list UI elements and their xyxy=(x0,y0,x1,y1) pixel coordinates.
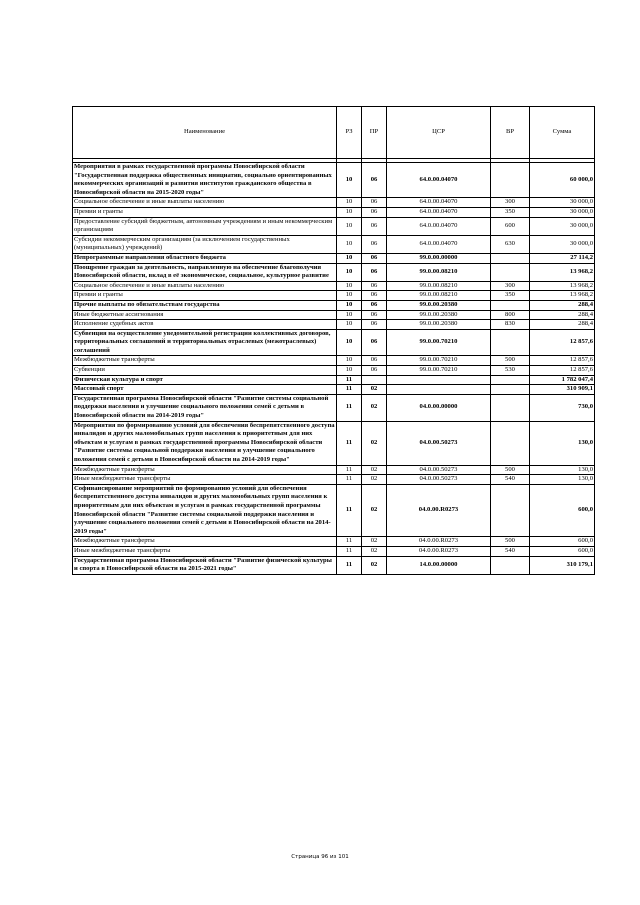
cell-csr: 99.0.00.08210 xyxy=(387,281,491,291)
cell-name: Иные бюджетные ассигнования xyxy=(73,310,337,320)
cell-pr xyxy=(362,375,387,385)
cell-rz: 10 xyxy=(337,356,362,366)
cell-rz: 11 xyxy=(337,375,362,385)
cell-rz: 11 xyxy=(337,546,362,556)
cell-name: Государственная программа Новосибирской области "Развитие системы социальной поддержки населения и улучшение социального положения семей с детьми в Новосибирской области на 2014-2019 годы" xyxy=(73,394,337,421)
cell-name: Мероприятия в рамках государственной программы Новосибирской области "Государственная поддержка общественных инициатив, социально ориентированных некоммерческих организаций и развития институтов гражданского общества в Новосибирской области на 2015-2020 годы" xyxy=(73,163,337,198)
cell-vr: 300 xyxy=(491,198,530,208)
cell-rz: 10 xyxy=(337,235,362,253)
cell-rz: 10 xyxy=(337,198,362,208)
page-number: Страница 96 из 101 xyxy=(291,854,349,860)
cell-sum: 30 000,0 xyxy=(530,198,595,208)
cell-rz: 10 xyxy=(337,207,362,217)
cell-csr: 99.0.00.70210 xyxy=(387,366,491,376)
header-csr: ЦСР xyxy=(387,107,491,159)
cell-sum: 12 857,6 xyxy=(530,366,595,376)
cell-rz: 10 xyxy=(337,366,362,376)
table-row xyxy=(73,217,595,235)
cell-csr: 99.0.00.70210 xyxy=(387,329,491,356)
cell-pr: 06 xyxy=(362,217,387,235)
cell-vr xyxy=(491,253,530,263)
cell-pr: 06 xyxy=(362,235,387,253)
cell-sum: 130,0 xyxy=(530,465,595,475)
cell-name: Мероприятия по формированию условий для обеспечения беспрепятственного доступа инвалидов и других маломобильных групп населения к приоритетным для них объектам и услугам в рамках государственной программы Новосибирской области "Развитие системы социальной поддержки населения и улучшение социального положения семей с детьми в Новосибирской области на 2014-2019 годы" xyxy=(73,421,337,465)
cell-pr: 02 xyxy=(362,475,387,485)
table-row xyxy=(73,235,595,253)
header-rz: РЗ xyxy=(337,107,362,159)
cell-sum: 310 179,1 xyxy=(530,556,595,574)
cell-vr: 350 xyxy=(491,291,530,301)
cell-pr: 06 xyxy=(362,329,387,356)
table-row xyxy=(73,421,595,465)
cell-rz: 11 xyxy=(337,394,362,421)
cell-vr xyxy=(491,375,530,385)
table-row xyxy=(73,465,595,475)
cell-sum: 730,0 xyxy=(530,394,595,421)
cell-name: Субвенция на осуществление уведомительной регистрации коллективных договоров, территориальных соглашений и территориальных отраслевых (межотраслевых) соглашений xyxy=(73,329,337,356)
cell-pr: 02 xyxy=(362,421,387,465)
cell-vr: 500 xyxy=(491,356,530,366)
cell-csr: 99.0.00.70210 xyxy=(387,356,491,366)
cell-name: Межбюджетные трансферты xyxy=(73,356,337,366)
cell-sum: 288,4 xyxy=(530,320,595,330)
cell-rz: 11 xyxy=(337,475,362,485)
cell-sum: 30 000,0 xyxy=(530,207,595,217)
cell-vr: 300 xyxy=(491,281,530,291)
table-row xyxy=(73,263,595,281)
cell-csr: 99.0.00.20380 xyxy=(387,310,491,320)
cell-csr xyxy=(387,385,491,395)
cell-csr: 64.0.00.04070 xyxy=(387,235,491,253)
cell-sum: 600,0 xyxy=(530,484,595,537)
cell-rz: 10 xyxy=(337,300,362,310)
cell-name: Межбюджетные трансферты xyxy=(73,537,337,547)
cell-csr: 99.0.00.20380 xyxy=(387,320,491,330)
cell-pr: 06 xyxy=(362,300,387,310)
cell-pr: 02 xyxy=(362,556,387,574)
cell-rz: 11 xyxy=(337,556,362,574)
cell-name: Физическая культура и спорт xyxy=(73,375,337,385)
table-row xyxy=(73,291,595,301)
cell-name: Прочие выплаты по обязательствам государства xyxy=(73,300,337,310)
table-row xyxy=(73,281,595,291)
cell-vr: 500 xyxy=(491,537,530,547)
cell-rz: 10 xyxy=(337,329,362,356)
cell-rz: 11 xyxy=(337,537,362,547)
cell-pr: 02 xyxy=(362,394,387,421)
cell-vr: 500 xyxy=(491,465,530,475)
cell-rz: 10 xyxy=(337,253,362,263)
cell-name: Премии и гранты xyxy=(73,291,337,301)
cell-rz: 10 xyxy=(337,291,362,301)
cell-rz: 10 xyxy=(337,281,362,291)
cell-csr: 04.0.00.50273 xyxy=(387,475,491,485)
cell-vr: 540 xyxy=(491,475,530,485)
cell-name: Субвенции xyxy=(73,366,337,376)
cell-vr xyxy=(491,300,530,310)
cell-name: Исполнение судебных актов xyxy=(73,320,337,330)
cell-sum: 30 000,0 xyxy=(530,235,595,253)
cell-sum: 600,0 xyxy=(530,537,595,547)
cell-name: Межбюджетные трансферты xyxy=(73,465,337,475)
cell-sum: 30 000,0 xyxy=(530,217,595,235)
cell-vr: 540 xyxy=(491,546,530,556)
cell-sum: 288,4 xyxy=(530,310,595,320)
cell-csr: 04.0.00.R0273 xyxy=(387,546,491,556)
cell-pr: 06 xyxy=(362,291,387,301)
cell-name: Поощрение граждан за деятельность, направленную на обеспечение благополучия Новосибирской области, вклад в её экономическое, социальное, культурное развитие xyxy=(73,263,337,281)
cell-pr: 02 xyxy=(362,385,387,395)
table-row xyxy=(73,475,595,485)
cell-vr xyxy=(491,556,530,574)
cell-sum: 130,0 xyxy=(530,421,595,465)
cell-pr: 06 xyxy=(362,281,387,291)
cell-sum: 600,0 xyxy=(530,546,595,556)
cell-name: Иные межбюджетные трансферты xyxy=(73,546,337,556)
cell-name: Массовый спорт xyxy=(73,385,337,395)
cell-csr: 04.0.00.50273 xyxy=(387,465,491,475)
cell-csr: 99.0.00.20380 xyxy=(387,300,491,310)
table-row xyxy=(73,385,595,395)
cell-sum: 130,0 xyxy=(530,475,595,485)
cell-pr: 06 xyxy=(362,207,387,217)
cell-csr: 14.0.00.00000 xyxy=(387,556,491,574)
cell-sum: 60 000,0 xyxy=(530,163,595,198)
cell-sum: 27 114,2 xyxy=(530,253,595,263)
header-name: Наименование xyxy=(73,107,337,159)
cell-pr: 06 xyxy=(362,356,387,366)
cell-pr: 02 xyxy=(362,537,387,547)
cell-csr: 99.0.00.00000 xyxy=(387,253,491,263)
cell-sum: 12 857,6 xyxy=(530,329,595,356)
cell-csr: 04.0.00.R0273 xyxy=(387,537,491,547)
cell-vr: 800 xyxy=(491,310,530,320)
cell-vr xyxy=(491,484,530,537)
table-row xyxy=(73,329,595,356)
cell-pr: 02 xyxy=(362,546,387,556)
cell-name: Иные межбюджетные трансферты xyxy=(73,475,337,485)
cell-rz: 10 xyxy=(337,320,362,330)
cell-sum: 1 782 047,4 xyxy=(530,375,595,385)
cell-sum: 13 968,2 xyxy=(530,263,595,281)
table-row xyxy=(73,300,595,310)
table-row xyxy=(73,253,595,263)
cell-rz: 11 xyxy=(337,465,362,475)
cell-rz: 10 xyxy=(337,163,362,198)
cell-csr: 64.0.00.04070 xyxy=(387,163,491,198)
cell-pr: 06 xyxy=(362,163,387,198)
cell-name: Софинансирование мероприятий по формированию условий для обеспечения беспрепятственного доступа инвалидов и других маломобильных групп населения к приоритетным для них объектам и услугам в рамках государственной программы Новосибирской области "Развитие системы социальной поддержки населения и улучшение социального положения семей с детьми в Новосибирской области на 2014-2019 годы" xyxy=(73,484,337,537)
cell-pr: 06 xyxy=(362,310,387,320)
cell-sum: 288,4 xyxy=(530,300,595,310)
cell-rz: 10 xyxy=(337,263,362,281)
cell-csr: 04.0.00.R0273 xyxy=(387,484,491,537)
table-row xyxy=(73,207,595,217)
cell-name: Государственная программа Новосибирской области "Развитие физической культуры и спорта в Новосибирской области на 2015-2021 годы" xyxy=(73,556,337,574)
table-row xyxy=(73,546,595,556)
cell-sum: 310 909,1 xyxy=(530,385,595,395)
cell-vr xyxy=(491,263,530,281)
cell-name: Непрограммные направления областного бюджета xyxy=(73,253,337,263)
cell-vr xyxy=(491,421,530,465)
table-row xyxy=(73,198,595,208)
cell-pr: 06 xyxy=(362,253,387,263)
cell-csr: 04.0.00.00000 xyxy=(387,394,491,421)
cell-vr: 350 xyxy=(491,207,530,217)
cell-rz: 10 xyxy=(337,217,362,235)
cell-pr: 02 xyxy=(362,465,387,475)
table-row xyxy=(73,537,595,547)
cell-name: Предоставление субсидий бюджетным, автономным учреждениям и иным некоммерческим организациям xyxy=(73,217,337,235)
cell-csr xyxy=(387,375,491,385)
cell-csr: 99.0.00.08210 xyxy=(387,263,491,281)
cell-rz: 11 xyxy=(337,421,362,465)
table-row xyxy=(73,366,595,376)
cell-vr xyxy=(491,163,530,198)
cell-name: Субсидии некоммерческим организациям (за исключением государственных (муниципальных) учреждений) xyxy=(73,235,337,253)
table-row xyxy=(73,356,595,366)
budget-table xyxy=(72,106,595,575)
cell-rz: 10 xyxy=(337,310,362,320)
cell-name: Социальное обеспечение и иные выплаты населению xyxy=(73,198,337,208)
cell-sum: 13 968,2 xyxy=(530,281,595,291)
cell-rz: 11 xyxy=(337,385,362,395)
cell-vr: 530 xyxy=(491,366,530,376)
header-pr: ПР xyxy=(362,107,387,159)
table-row xyxy=(73,163,595,198)
table-row xyxy=(73,484,595,537)
cell-csr: 04.0.00.50273 xyxy=(387,421,491,465)
cell-name: Социальное обеспечение и иные выплаты населению xyxy=(73,281,337,291)
cell-vr xyxy=(491,385,530,395)
cell-sum: 13 968,2 xyxy=(530,291,595,301)
cell-csr: 64.0.00.04070 xyxy=(387,198,491,208)
cell-pr: 06 xyxy=(362,320,387,330)
cell-csr: 64.0.00.04070 xyxy=(387,207,491,217)
table-row xyxy=(73,320,595,330)
cell-pr: 02 xyxy=(362,484,387,537)
table-row xyxy=(73,556,595,574)
cell-csr: 99.0.00.08210 xyxy=(387,291,491,301)
table-body xyxy=(73,163,595,575)
table-row xyxy=(73,375,595,385)
cell-pr: 06 xyxy=(362,366,387,376)
cell-pr: 06 xyxy=(362,198,387,208)
header-vr: ВР xyxy=(491,107,530,159)
cell-vr xyxy=(491,394,530,421)
cell-vr: 830 xyxy=(491,320,530,330)
cell-rz: 11 xyxy=(337,484,362,537)
cell-pr: 06 xyxy=(362,263,387,281)
cell-vr: 600 xyxy=(491,217,530,235)
cell-vr xyxy=(491,329,530,356)
cell-csr: 64.0.00.04070 xyxy=(387,217,491,235)
cell-vr: 630 xyxy=(491,235,530,253)
cell-name: Премии и гранты xyxy=(73,207,337,217)
cell-sum: 12 857,6 xyxy=(530,356,595,366)
header-sum: Сумма xyxy=(530,107,595,159)
table-row xyxy=(73,310,595,320)
table-header-row xyxy=(73,107,595,159)
table-row xyxy=(73,394,595,421)
